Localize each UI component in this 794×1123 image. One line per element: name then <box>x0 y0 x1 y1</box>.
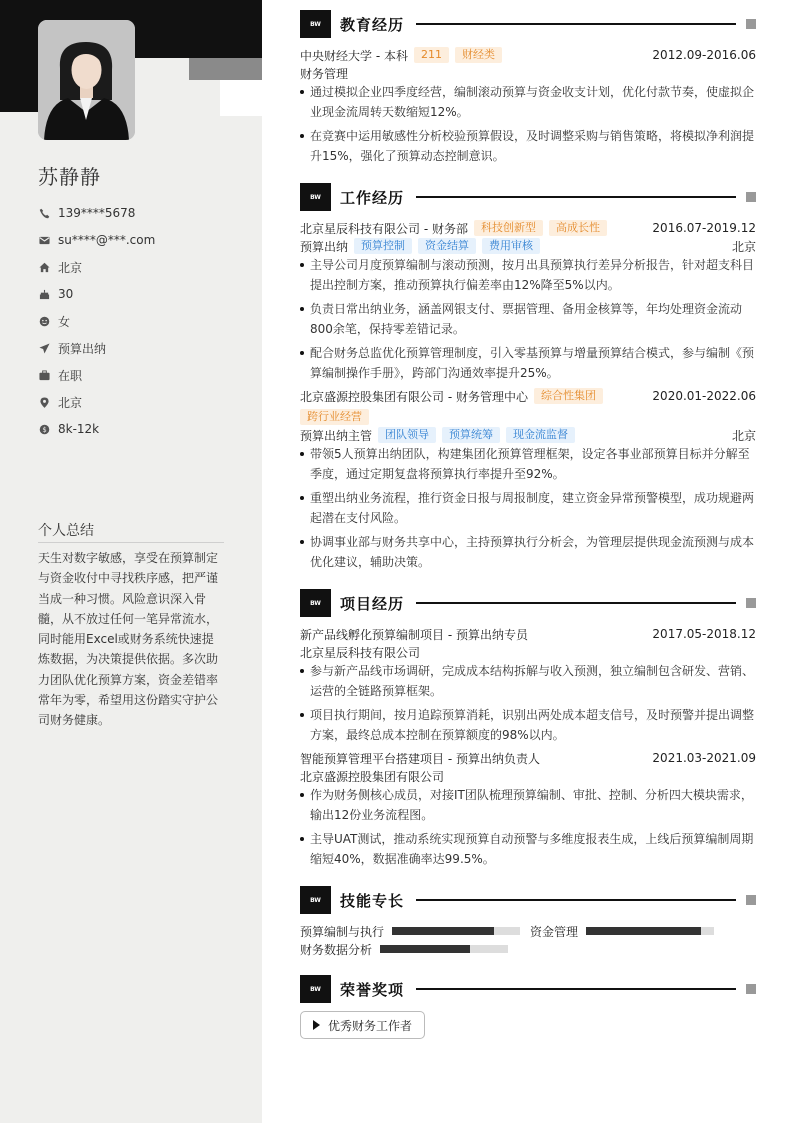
project-bullet: 作为财务侧核心成员，对接IT团队梳理预算编制、审批、控制、分析四大模块需求，输出12份业务流程图。 <box>300 785 756 825</box>
honor-label: 优秀财务工作者 <box>328 1018 413 1033</box>
section-projects <box>300 589 756 617</box>
section-skills <box>300 886 756 914</box>
location-icon <box>38 396 50 408</box>
phone-icon <box>38 207 50 219</box>
project-bullet: 主导UAT测试，推动系统实现预算自动预警与多维度报表生成，上线后预算编制周期缩短40%，数据准确率达99.5%。 <box>300 829 756 869</box>
section-square-icon <box>746 598 756 608</box>
skill-name: 预算编制与执行 <box>300 924 385 939</box>
decor-gray-block <box>189 58 262 80</box>
status-icon <box>38 369 50 381</box>
company-name: 北京盛源控股集团有限公司 - 财务管理中心 <box>300 389 528 404</box>
section-divider <box>416 196 736 198</box>
job-city: 北京 <box>731 239 756 254</box>
position-tag: 预算统筹 <box>442 427 500 443</box>
job-position-row <box>300 427 756 443</box>
email-icon <box>38 234 50 246</box>
section-badge: BW <box>300 10 331 38</box>
job-header <box>300 388 756 404</box>
decor-white-block <box>220 80 262 116</box>
education-bullet: 在竞赛中运用敏感性分析校验预算假设，及时调整采购与销售策略，将模拟净利润提升15%，强化了预算动态控制意识。 <box>300 126 756 166</box>
position-tag: 费用审核 <box>482 238 540 254</box>
job-bullet: 负责日常出纳业务，涵盖网银支付、票据管理、备用金核算等，年均处理资金流动800余笔，保持零差错记录。 <box>300 299 756 339</box>
honor-item <box>300 1011 425 1039</box>
section-badge: BW <box>300 589 331 617</box>
section-square-icon <box>746 895 756 905</box>
job-header <box>300 220 756 236</box>
section-title: 荣誉奖项 <box>340 980 405 999</box>
section-divider <box>416 602 736 604</box>
summary-text: 天生对数字敏感，享受在预算制定与资金收付中寻找秩序感，把严谨当成一种习惯。风险意识深入骨髓，从不放过任何一笔异常流水，同时能用Excel或财务系统快速提炼数据，为决策提供依据。多次助力团队优化预算方案，资金差错率常年为零，希望用这份踏实守护公司财务健康。 <box>38 551 219 728</box>
info-hometown: 北京 <box>38 259 82 275</box>
education-date: 2012.09-2016.06 <box>652 48 756 62</box>
school-tag: 财经类 <box>455 47 502 63</box>
section-title: 技能专长 <box>340 891 405 910</box>
age-icon <box>38 288 50 300</box>
project-company: 北京星辰科技有限公司 <box>300 645 421 660</box>
job-city: 北京 <box>731 428 756 443</box>
education-header <box>300 47 756 63</box>
section-education <box>300 10 756 38</box>
company-tag: 科技创新型 <box>474 220 543 236</box>
skill-bar <box>392 927 520 935</box>
skill-item <box>300 923 520 939</box>
decor-black-block <box>0 58 38 112</box>
info-location: 北京 <box>38 394 82 410</box>
skill-bar-fill <box>392 927 494 935</box>
info-status: 在职 <box>38 367 82 383</box>
school-name: 中央财经大学 - 本科 <box>300 48 408 63</box>
skill-bar <box>380 945 508 953</box>
play-triangle-icon <box>313 1020 320 1030</box>
education-major: 财务管理 <box>300 66 349 81</box>
skill-name: 财务数据分析 <box>300 942 373 957</box>
home-icon <box>38 261 50 273</box>
project-bullet: 项目执行期间，按月追踪预算消耗，识别出两处成本超支信号，及时预警并提出调整方案，最终总成本控制在预算额度的98%以内。 <box>300 705 756 745</box>
project-bullet: 参与新产品线市场调研，完成成本结构拆解与收入预测，独立编制包含研发、营销、运营的全链路预算框架。 <box>300 661 756 701</box>
section-title: 教育经历 <box>340 15 405 34</box>
info-job-intent: 预算出纳 <box>38 340 106 356</box>
section-badge: BW <box>300 975 331 1003</box>
skill-item <box>300 941 508 957</box>
section-title: 工作经历 <box>340 188 405 207</box>
company-tag: 跨行业经营 <box>300 409 369 425</box>
svg-text:$: $ <box>41 425 47 434</box>
job-position: 预算出纳主管 <box>300 428 373 443</box>
position-tag: 资金结算 <box>418 238 476 254</box>
company-name: 北京星辰科技有限公司 - 财务部 <box>300 221 468 236</box>
section-divider <box>416 988 736 990</box>
project-date: 2017.05-2018.12 <box>652 627 756 641</box>
info-phone: 139****5678 <box>38 205 135 221</box>
section-badge: BW <box>300 183 331 211</box>
project-header <box>300 750 756 766</box>
project-date: 2021.03-2021.09 <box>652 751 756 765</box>
project-name: 智能预算管理平台搭建项目 - 预算出纳负责人 <box>300 751 540 766</box>
section-honors <box>300 975 756 1003</box>
section-divider <box>416 899 736 901</box>
company-tag: 高成长性 <box>549 220 607 236</box>
profile-photo <box>38 20 135 140</box>
salary-icon <box>38 423 50 435</box>
position-tag: 团队领导 <box>378 427 436 443</box>
skill-name: 资金管理 <box>530 924 579 939</box>
summary-title: 个人总结 <box>38 520 224 543</box>
sidebar <box>0 0 262 1123</box>
section-title: 项目经历 <box>340 594 405 613</box>
job-bullet: 重塑出纳业务流程，推行资金日报与周报制度，建立资金异常预警模型，成功规避两起潜在支付风险。 <box>300 488 756 528</box>
person-name: 苏静静 <box>38 165 101 189</box>
job-date: 2016.07-2019.12 <box>652 221 756 235</box>
project-company: 北京盛源控股集团有限公司 <box>300 769 445 784</box>
section-badge: BW <box>300 886 331 914</box>
job-position: 预算出纳 <box>300 239 349 254</box>
job-bullet: 主导公司月度预算编制与滚动预测，按月出具预算执行差异分析报告，针对超支科目提出控制方案，推动预算执行偏差率由12%降至5%以内。 <box>300 255 756 295</box>
company-tag: 综合性集团 <box>534 388 603 404</box>
job-bullet: 配合财务总监优化预算管理制度，引入零基预算与增量预算结合模式，参与编制《预算编制操作手册》，跨部门沟通效率提升25%。 <box>300 343 756 383</box>
job-intent-icon <box>38 342 50 354</box>
job-position-row <box>300 238 756 254</box>
section-divider <box>416 23 736 25</box>
info-age: 30 <box>38 286 73 302</box>
job-tag-row <box>300 409 756 425</box>
job-date: 2020.01-2022.06 <box>652 389 756 403</box>
gender-icon <box>38 315 50 327</box>
school-tag: 211 <box>414 47 449 63</box>
info-email: su****@***.com <box>38 232 155 248</box>
project-header <box>300 626 756 642</box>
job-bullet: 协调事业部与财务共享中心，主持预算执行分析会，为管理层提供现金流预测与成本优化建议，辅助决策。 <box>300 532 756 572</box>
position-tag: 现金流监督 <box>506 427 575 443</box>
education-bullet: 通过模拟企业四季度经营，编制滚动预算与资金收支计划，优化付款节奏，使虚拟企业现金流周转天数缩短12%。 <box>300 82 756 122</box>
skill-item <box>530 923 714 939</box>
section-square-icon <box>746 192 756 202</box>
section-square-icon <box>746 984 756 994</box>
skill-bar-fill <box>380 945 470 953</box>
info-salary: $ 8k-12k <box>38 421 99 437</box>
skill-bar <box>586 927 714 935</box>
job-bullet: 带领5人预算出纳团队，构建集团化预算管理框架，设定各事业部预算目标并分解至季度，通过定期复盘将预算执行率提升至92%。 <box>300 444 756 484</box>
info-gender: 女 <box>38 313 70 329</box>
section-work <box>300 183 756 211</box>
skill-bar-fill <box>586 927 701 935</box>
position-tag: 预算控制 <box>354 238 412 254</box>
project-name: 新产品线孵化预算编制项目 - 预算出纳专员 <box>300 627 528 642</box>
section-square-icon <box>746 19 756 29</box>
